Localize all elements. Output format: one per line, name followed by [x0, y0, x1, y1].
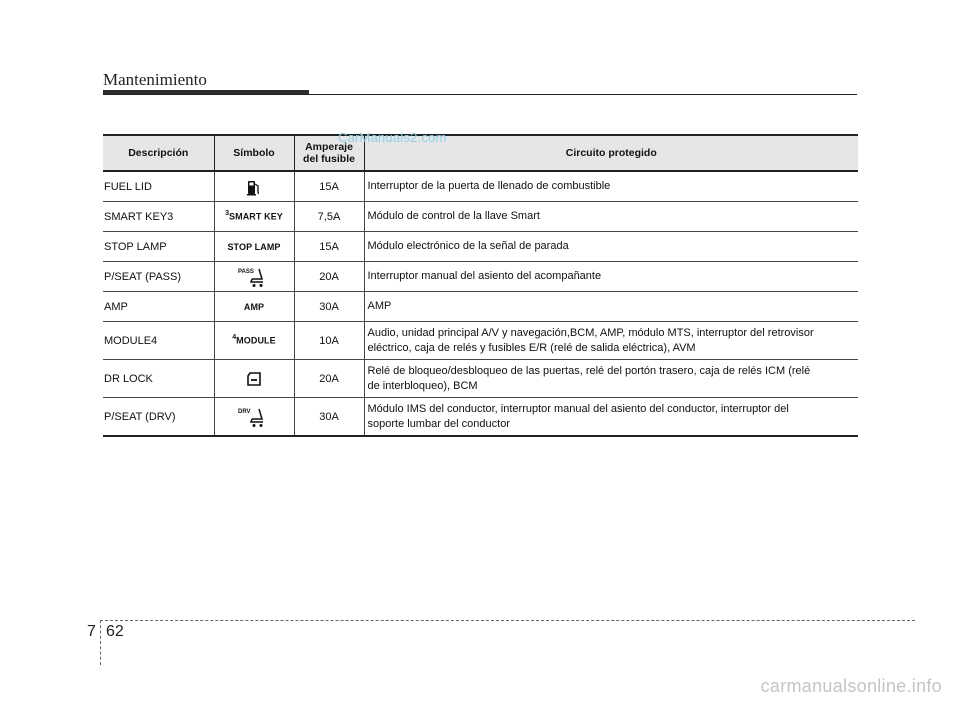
- cell-circuit: [364, 398, 858, 437]
- table-row: [103, 322, 858, 360]
- cell-symbol: [214, 202, 294, 232]
- cell-circuit: Interruptor manual del asiento del acompañante: [364, 262, 858, 292]
- watermark-top: CarManuals2.com: [338, 130, 447, 145]
- symbol-superscript: 3: [225, 210, 229, 218]
- cell-circuit: Módulo de control de la llave Smart: [364, 202, 858, 232]
- seat-icon-label: PASS: [238, 268, 254, 275]
- circuit-line: soporte lumbar del conductor: [367, 417, 510, 430]
- footer-rule: [100, 620, 915, 621]
- cell-symbol: [214, 398, 294, 437]
- header-amperage-line2: del fusible: [303, 153, 355, 165]
- door-lock-icon: [246, 371, 262, 387]
- page-number: 62: [106, 623, 124, 640]
- cell-amperage: 7,5A: [294, 202, 364, 232]
- symbol-text: STOP LAMP: [227, 241, 281, 252]
- cell-symbol: [214, 171, 294, 202]
- table-header-row: [103, 135, 858, 171]
- power-seat-icon: [237, 266, 271, 288]
- circuit-line: eléctrico, caja de relés y fusibles E/R (relé de salida eléctrica), AVM: [367, 341, 696, 354]
- table-row: [103, 202, 858, 232]
- symbol-text: MODULE: [236, 335, 276, 346]
- cell-circuit: Interruptor de la puerta de llenado de combustible: [364, 171, 858, 202]
- cell-amperage: 20A: [294, 262, 364, 292]
- cell-description: P/SEAT (PASS): [103, 262, 214, 292]
- cell-circuit: [364, 322, 858, 360]
- table-row: [103, 292, 858, 322]
- header-symbol: Símbolo: [214, 135, 294, 171]
- cell-symbol: [214, 322, 294, 360]
- cell-description: AMP: [103, 292, 214, 322]
- cell-amperage: 10A: [294, 322, 364, 360]
- circuit-line: Relé de bloqueo/desbloqueo de las puertas, relé del portón trasero, caja de relés ICM (relé: [367, 364, 811, 377]
- fuel-pump-icon: [247, 178, 261, 196]
- circuit-line: Módulo IMS del conductor, interruptor manual del asiento del conductor, interruptor del: [367, 402, 789, 415]
- cell-description: P/SEAT (DRV): [103, 398, 214, 437]
- table-row: [103, 398, 858, 437]
- power-seat-icon: [237, 406, 271, 428]
- cell-circuit: Módulo electrónico de la señal de parada: [364, 232, 858, 262]
- cell-amperage: 30A: [294, 292, 364, 322]
- cell-circuit: [364, 360, 858, 398]
- circuit-line: de interbloqueo), BCM: [367, 379, 478, 392]
- header-circuit: Circuito protegido: [364, 135, 858, 171]
- cell-description: FUEL LID: [103, 171, 214, 202]
- fuse-table: [103, 134, 858, 437]
- cell-symbol: [214, 360, 294, 398]
- cell-amperage: 20A: [294, 360, 364, 398]
- header-amperage-line1: Amperaje: [305, 141, 353, 153]
- cell-symbol: [214, 262, 294, 292]
- table-row: [103, 262, 858, 292]
- watermark-bottom: carmanualsonline.info: [760, 676, 942, 696]
- cell-symbol: [214, 232, 294, 262]
- cell-description: SMART KEY3: [103, 202, 214, 232]
- table-row: [103, 360, 858, 398]
- section-number: 7: [87, 623, 96, 640]
- cell-description: MODULE4: [103, 322, 214, 360]
- cell-description: STOP LAMP: [103, 232, 214, 262]
- cell-description: DR LOCK: [103, 360, 214, 398]
- circuit-line: Audio, unidad principal A/V y navegación,BCM, AMP, módulo MTS, interruptor del retrovisor: [367, 326, 814, 339]
- symbol-text: SMART KEY: [229, 211, 283, 222]
- table-row: [103, 171, 858, 202]
- cell-symbol: [214, 292, 294, 322]
- seat-icon-label: DRV: [238, 408, 251, 415]
- header-rule: [103, 94, 857, 95]
- header-description: Descripción: [103, 135, 214, 171]
- cell-amperage: 15A: [294, 171, 364, 202]
- symbol-text: AMP: [243, 301, 265, 312]
- page-title: Mantenimiento: [103, 70, 207, 89]
- footer-rule-vertical: [100, 620, 101, 665]
- cell-amperage: 30A: [294, 398, 364, 437]
- table-row: [103, 232, 858, 262]
- cell-circuit: AMP: [364, 292, 858, 322]
- symbol-superscript: 4: [232, 334, 237, 342]
- cell-amperage: 15A: [294, 232, 364, 262]
